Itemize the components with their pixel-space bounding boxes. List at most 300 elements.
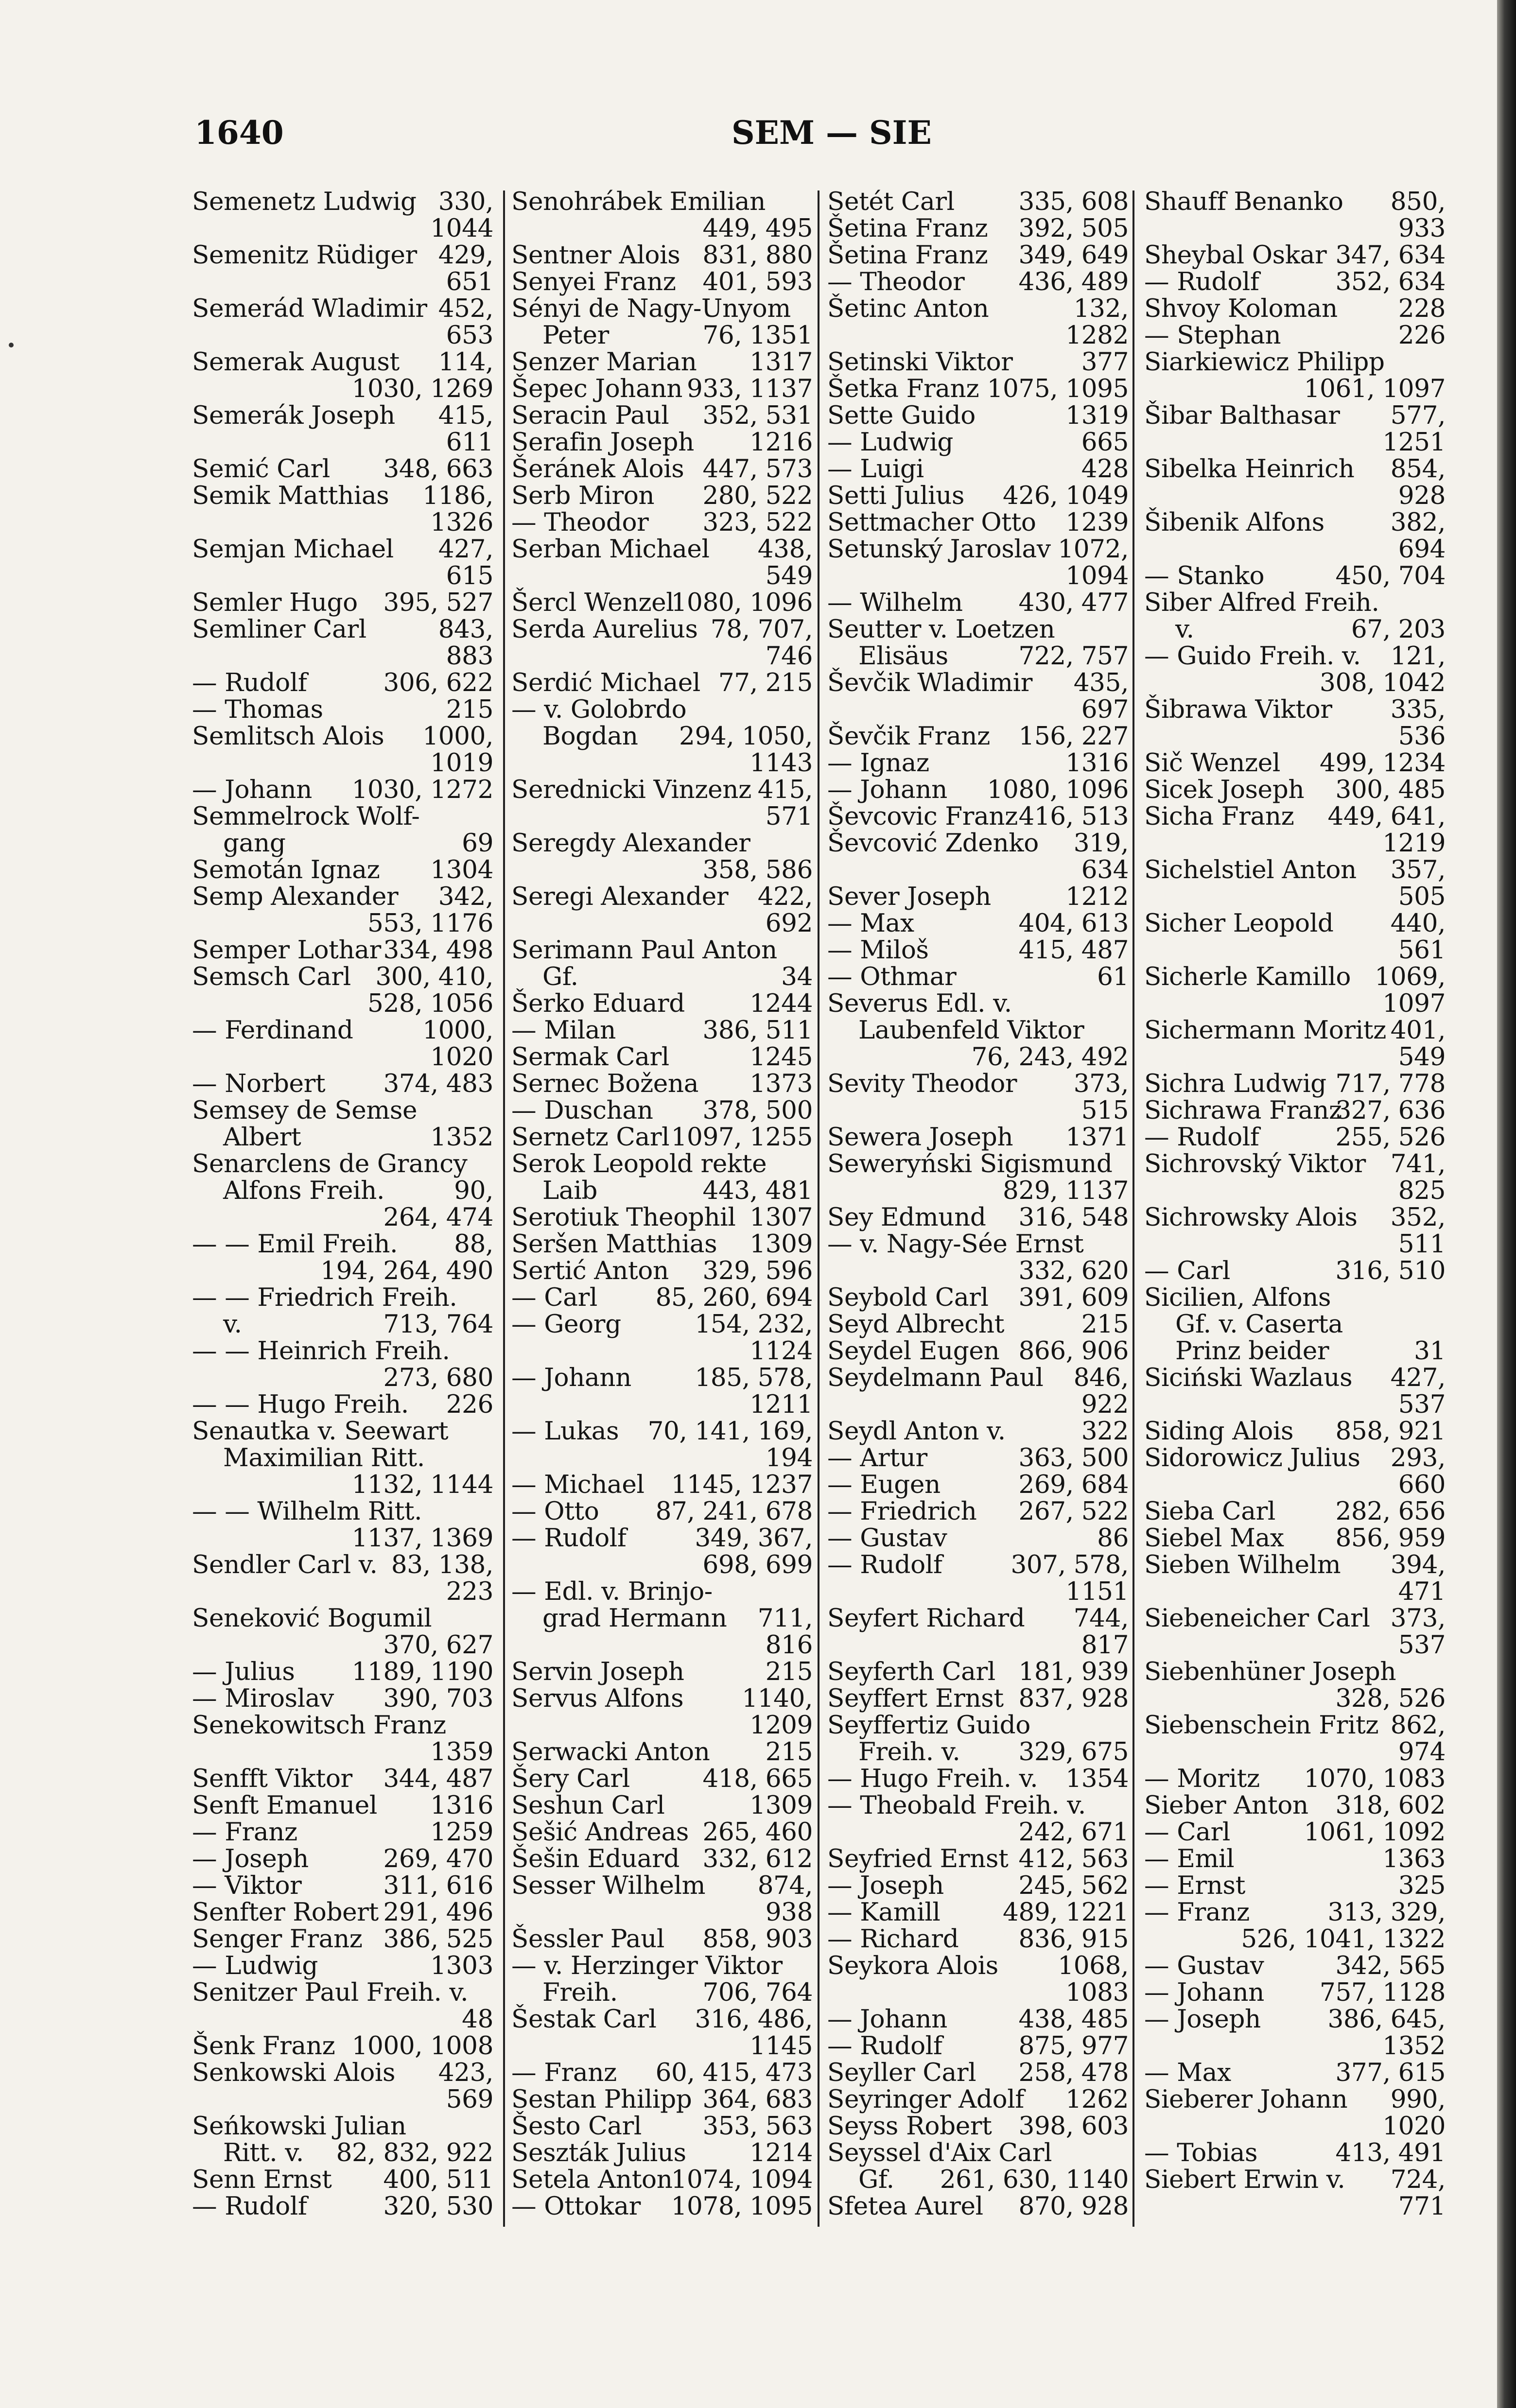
entry-name: — Emil bbox=[1144, 1844, 1235, 1873]
index-entry-line bbox=[511, 696, 813, 723]
entry-page-refs: 862, bbox=[1390, 1711, 1446, 1740]
index-entry-line bbox=[827, 1258, 1129, 1284]
index-entry-line bbox=[827, 777, 1129, 803]
index-entry-line bbox=[192, 1044, 493, 1071]
entry-name: — Franz bbox=[1144, 1898, 1250, 1927]
index-column-3 bbox=[827, 189, 1129, 2220]
index-entry-line bbox=[827, 803, 1129, 830]
entry-name: — Carl bbox=[1144, 1818, 1230, 1847]
index-entry-line bbox=[511, 1391, 813, 1418]
entry-name: Semerak August bbox=[192, 347, 400, 377]
entry-page-refs: 1132, 1144 bbox=[351, 1470, 493, 1499]
entry-page-refs: 933, 1137 bbox=[687, 374, 813, 403]
entry-page-refs: 332, 620 bbox=[1018, 1256, 1129, 1285]
entry-name: Šesto Carl bbox=[511, 2112, 642, 2141]
index-entry-line bbox=[511, 349, 813, 376]
entry-name: Senautka v. Seewart bbox=[192, 1417, 449, 1446]
index-entry-line bbox=[511, 2140, 813, 2166]
index-entry-line bbox=[192, 1578, 493, 1605]
entry-name: — Ignaz bbox=[827, 748, 929, 778]
entry-page-refs: 400, 511 bbox=[383, 2165, 493, 2194]
entry-name: Šetina Franz bbox=[827, 241, 988, 270]
index-entry-line bbox=[511, 1258, 813, 1284]
index-entry-line bbox=[511, 402, 813, 429]
entry-name: Sentner Alois bbox=[511, 241, 680, 270]
index-entry-line bbox=[192, 1953, 493, 1979]
entry-page-refs: 349, 367, bbox=[695, 1524, 813, 1553]
entry-page-refs: 1000, bbox=[422, 722, 493, 751]
entry-name: Sieben Wilhelm bbox=[1144, 1550, 1341, 1579]
entry-page-refs: 391, 609 bbox=[1018, 1283, 1129, 1312]
entry-name: — — Heinrich Freih. bbox=[192, 1336, 450, 1366]
entry-page-refs: 717, 778 bbox=[1335, 1069, 1446, 1098]
index-entry-line bbox=[827, 1872, 1129, 1899]
entry-name: Serban Michael bbox=[511, 535, 710, 564]
entry-page-refs: 242, 671 bbox=[1018, 1818, 1129, 1847]
index-entry-line bbox=[511, 1712, 813, 1739]
entry-name: Seyffert Ernst bbox=[827, 1684, 1004, 1713]
entry-name: Seszták Julius bbox=[511, 2138, 686, 2167]
entry-name: — Miloš bbox=[827, 935, 929, 965]
index-entry-line bbox=[1144, 2113, 1446, 2140]
entry-name: Šeránek Alois bbox=[511, 454, 684, 484]
entry-name: — Rudolf bbox=[827, 1550, 942, 1579]
index-entry-line bbox=[827, 349, 1129, 376]
index-entry-line bbox=[827, 1685, 1129, 1712]
index-entry-line bbox=[1144, 1391, 1446, 1418]
index-entry-line bbox=[192, 269, 493, 295]
entry-page-refs: 194, 264, 490 bbox=[320, 1256, 493, 1285]
entry-name: Semper Lothar bbox=[192, 935, 381, 965]
entry-name: Sestan Philipp bbox=[511, 2085, 692, 2114]
entry-name: Siebenschein Fritz bbox=[1144, 1711, 1379, 1740]
index-entry-line bbox=[511, 189, 813, 215]
index-entry-line bbox=[827, 1792, 1129, 1819]
entry-page-refs: 933 bbox=[1398, 214, 1446, 243]
index-entry-line bbox=[192, 376, 493, 402]
index-entry-line bbox=[192, 536, 493, 563]
index-entry-line bbox=[1144, 910, 1446, 937]
entry-page-refs: 308, 1042 bbox=[1320, 668, 1446, 697]
entry-name: Seneković Bogumil bbox=[192, 1604, 432, 1633]
entry-page-refs: 86 bbox=[1097, 1524, 1129, 1553]
entry-name: — Hugo Freih. v. bbox=[827, 1764, 1038, 1793]
entry-name: Semliner Carl bbox=[192, 615, 366, 644]
index-entry-line bbox=[827, 643, 1129, 670]
entry-name: Seńkowski Julian bbox=[192, 2112, 406, 2141]
entry-name: — Norbert bbox=[192, 1069, 326, 1098]
index-entry-line bbox=[511, 643, 813, 670]
entry-page-refs: 447, 573 bbox=[702, 454, 813, 484]
index-entry-line bbox=[192, 1017, 493, 1044]
entry-name: — Ernst bbox=[1144, 1871, 1245, 1900]
index-entry-line bbox=[1144, 1017, 1446, 1044]
index-entry-line bbox=[1144, 616, 1446, 643]
index-entry-line bbox=[827, 483, 1129, 509]
index-entry-line bbox=[192, 1552, 493, 1578]
page-number: 1640 bbox=[194, 114, 284, 152]
entry-name: Šery Carl bbox=[511, 1764, 630, 1793]
entry-page-refs: 1097, 1255 bbox=[671, 1123, 813, 1152]
entry-name: — Johann bbox=[1144, 1978, 1264, 2007]
entry-page-refs: 245, 562 bbox=[1018, 1871, 1129, 1900]
entry-page-refs: 771 bbox=[1398, 2192, 1446, 2220]
entry-page-refs: 332, 612 bbox=[702, 1844, 813, 1873]
entry-name: — Tobias bbox=[1144, 2138, 1258, 2167]
entry-page-refs: 1326 bbox=[430, 508, 493, 537]
entry-name: Siber Alfred Freih. bbox=[1144, 588, 1379, 617]
index-entry-line bbox=[511, 884, 813, 910]
index-entry-line bbox=[827, 964, 1129, 990]
entry-name: Serb Miron bbox=[511, 481, 655, 510]
entry-page-refs: 874, bbox=[757, 1871, 813, 1900]
index-entry-line bbox=[511, 990, 813, 1017]
entry-page-refs: 377, 615 bbox=[1335, 2058, 1446, 2087]
entry-page-refs: 536 bbox=[1398, 722, 1446, 751]
index-entry-line bbox=[827, 1097, 1129, 1124]
entry-page-refs: 264, 474 bbox=[383, 1203, 493, 1232]
index-entry-line bbox=[192, 1204, 493, 1231]
entry-page-refs: 744, bbox=[1073, 1604, 1129, 1633]
index-entry-line bbox=[192, 2086, 493, 2113]
index-entry-line bbox=[827, 2033, 1129, 2060]
index-entry-line bbox=[1144, 2166, 1446, 2193]
index-entry-line bbox=[511, 777, 813, 803]
entry-page-refs: 311, 616 bbox=[383, 1871, 493, 1900]
index-entry-line bbox=[511, 830, 813, 857]
entry-page-refs: 1030, 1272 bbox=[351, 775, 493, 804]
index-entry-line bbox=[192, 884, 493, 910]
entry-page-refs: 88, bbox=[454, 1230, 493, 1259]
entry-page-refs: 990, bbox=[1390, 2085, 1446, 2114]
entry-name: — Artur bbox=[827, 1443, 927, 1473]
index-entry-line bbox=[1144, 1311, 1446, 1338]
index-entry-line bbox=[511, 1445, 813, 1472]
entry-name: Sette Guido bbox=[827, 401, 976, 430]
entry-name: Semić Carl bbox=[192, 454, 330, 484]
index-entry-line bbox=[827, 1819, 1129, 1846]
entry-page-refs: 850, bbox=[1390, 189, 1446, 216]
index-entry-line bbox=[511, 1124, 813, 1151]
entry-name: — Rudolf bbox=[192, 2192, 307, 2220]
entry-name: Setunský Jaroslav bbox=[827, 535, 1051, 564]
entry-page-refs: 415, bbox=[757, 775, 813, 804]
entry-name: Sever Joseph bbox=[827, 882, 991, 911]
entry-page-refs: 69 bbox=[462, 829, 493, 858]
entry-name: Šenk Franz bbox=[192, 2031, 335, 2061]
index-entry-line bbox=[511, 1151, 813, 1178]
entry-name: Šibenik Alfons bbox=[1144, 508, 1324, 537]
entry-page-refs: 373, bbox=[1073, 1069, 1129, 1098]
index-entry-line bbox=[827, 295, 1129, 322]
index-entry-line bbox=[827, 1311, 1129, 1338]
entry-page-refs: 1304 bbox=[430, 855, 493, 884]
index-entry-line bbox=[1144, 242, 1446, 269]
entry-name: Šetina Franz bbox=[827, 214, 988, 243]
entry-name: Sfetea Aurel bbox=[827, 2192, 983, 2220]
entry-page-refs: 1214 bbox=[749, 2138, 813, 2167]
index-entry-line bbox=[511, 563, 813, 589]
entry-name: — v. Herzinger Viktor bbox=[511, 1951, 783, 1980]
entry-page-refs: 404, 613 bbox=[1018, 909, 1129, 938]
entry-page-refs: 452, bbox=[438, 294, 493, 323]
entry-page-refs: 412, 563 bbox=[1018, 1844, 1129, 1873]
entry-page-refs: 1124 bbox=[749, 1336, 813, 1366]
index-entry-line bbox=[827, 696, 1129, 723]
index-entry-line bbox=[192, 349, 493, 376]
entry-page-refs: 416, 513 bbox=[1018, 802, 1129, 831]
entry-page-refs: 537 bbox=[1398, 1390, 1446, 1419]
entry-name: Serda Aurelius bbox=[511, 615, 698, 644]
index-entry-line bbox=[511, 1846, 813, 1872]
index-entry-line bbox=[1144, 509, 1446, 536]
index-entry-line bbox=[192, 2193, 493, 2220]
entry-page-refs: 836, 915 bbox=[1018, 1924, 1129, 1954]
entry-name: — Miroslav bbox=[192, 1684, 334, 1713]
entry-page-refs: 713, 764 bbox=[383, 1310, 493, 1339]
entry-name: Serednicki Vinzenz bbox=[511, 775, 751, 804]
index-entry-line bbox=[827, 1899, 1129, 1926]
index-entry-line bbox=[1144, 1258, 1446, 1284]
index-column-1 bbox=[192, 189, 493, 2220]
entry-page-refs: 757, 1128 bbox=[1320, 1978, 1446, 2007]
index-entry-line bbox=[1144, 189, 1446, 215]
index-entry-line bbox=[192, 402, 493, 429]
entry-name: Servin Joseph bbox=[511, 1657, 684, 1686]
entry-page-refs: 571 bbox=[765, 802, 813, 831]
entry-page-refs: 711, bbox=[757, 1604, 813, 1633]
index-entry-line bbox=[511, 1792, 813, 1819]
index-entry-line bbox=[1144, 643, 1446, 670]
index-entry-line bbox=[827, 269, 1129, 295]
entry-page-refs: 318, 602 bbox=[1335, 1791, 1446, 1820]
entry-name: Semenetz Ludwig bbox=[192, 189, 417, 216]
entry-page-refs: 273, 680 bbox=[383, 1363, 493, 1392]
index-entry-line bbox=[192, 964, 493, 990]
entry-name: Serok Leopold rekte bbox=[511, 1149, 767, 1178]
entry-page-refs: 261, 630, 1140 bbox=[940, 2165, 1129, 2194]
entry-page-refs: 228 bbox=[1398, 294, 1446, 323]
entry-page-refs: 1068, bbox=[1058, 1951, 1129, 1980]
index-entry-line bbox=[192, 1872, 493, 1899]
entry-page-refs: 401, 593 bbox=[702, 267, 813, 296]
entry-name: Seweryński Sigismund bbox=[827, 1149, 1113, 1178]
index-entry-line bbox=[1144, 1712, 1446, 1739]
entry-name: Seyfert Richard bbox=[827, 1604, 1025, 1633]
index-entry-line bbox=[511, 295, 813, 322]
entry-name: — Franz bbox=[192, 1818, 297, 1847]
entry-name: — Luigi bbox=[827, 454, 924, 484]
index-entry-line bbox=[827, 1231, 1129, 1258]
entry-name: — Eugen bbox=[827, 1470, 941, 1499]
index-entry-line bbox=[1144, 1418, 1446, 1445]
entry-name: Sichrowsky Alois bbox=[1144, 1203, 1358, 1232]
index-entry-line bbox=[1144, 1151, 1446, 1178]
entry-page-refs: 1352 bbox=[430, 1123, 493, 1152]
entry-name: Servus Alfons bbox=[511, 1684, 684, 1713]
entry-page-refs: 817 bbox=[1081, 1630, 1129, 1660]
index-entry-line bbox=[827, 1953, 1129, 1979]
entry-page-refs: 1080, 1096 bbox=[671, 588, 813, 617]
entry-name: Sieba Carl bbox=[1144, 1497, 1275, 1526]
entry-name: Senzer Marian bbox=[511, 347, 697, 377]
entry-page-refs: 846, bbox=[1073, 1363, 1129, 1392]
entry-page-refs: 816 bbox=[765, 1630, 813, 1660]
entry-name: — Rudolf bbox=[192, 668, 307, 697]
entry-name: Alfons Freih. bbox=[192, 1176, 384, 1205]
entry-page-refs: 364, 683 bbox=[702, 2085, 813, 2114]
entry-page-refs: 1316 bbox=[1065, 748, 1129, 778]
entry-page-refs: 428 bbox=[1081, 454, 1129, 484]
entry-name: Seregi Alexander bbox=[511, 882, 729, 911]
entry-page-refs: 1137, 1369 bbox=[351, 1524, 493, 1553]
entry-page-refs: 83, 138, bbox=[391, 1550, 493, 1579]
index-entry-line bbox=[1144, 2140, 1446, 2166]
entry-name: Seracin Paul bbox=[511, 401, 669, 430]
index-entry-line bbox=[1144, 429, 1446, 456]
index-entry-line bbox=[1144, 830, 1446, 857]
entry-page-refs: 395, 527 bbox=[383, 588, 493, 617]
entry-page-refs: 694 bbox=[1398, 535, 1446, 564]
entry-name: Seyss Robert bbox=[827, 2112, 992, 2141]
index-entry-line bbox=[1144, 1071, 1446, 1097]
entry-page-refs: 300, 485 bbox=[1335, 775, 1446, 804]
entry-page-refs: 1072, bbox=[1058, 535, 1129, 564]
index-entry-line bbox=[192, 1178, 493, 1204]
entry-page-refs: 438, bbox=[757, 535, 813, 564]
entry-page-refs: 1186, bbox=[422, 481, 493, 510]
index-entry-line bbox=[192, 2166, 493, 2193]
entry-page-refs: 1371 bbox=[1065, 1123, 1129, 1152]
entry-name: — Joseph bbox=[192, 1844, 309, 1873]
entry-name: — — Hugo Freih. bbox=[192, 1390, 409, 1419]
index-entry-line bbox=[511, 1525, 813, 1552]
entry-name: Peter bbox=[511, 321, 609, 350]
margin-speck bbox=[9, 343, 14, 347]
index-entry-line bbox=[827, 910, 1129, 937]
index-entry-line bbox=[827, 215, 1129, 242]
entry-name: Siebeneicher Carl bbox=[1144, 1604, 1370, 1633]
index-entry-line bbox=[511, 723, 813, 750]
entry-page-refs: 1075, 1095 bbox=[987, 374, 1129, 403]
index-entry-line bbox=[1144, 295, 1446, 322]
entry-name: Seyfried Ernst bbox=[827, 1844, 1009, 1873]
entry-page-refs: 320, 530 bbox=[383, 2192, 493, 2220]
entry-page-refs: 335, bbox=[1390, 695, 1446, 724]
entry-page-refs: 1030, 1269 bbox=[351, 374, 493, 403]
entry-page-refs: 843, bbox=[438, 615, 493, 644]
index-entry-line bbox=[511, 2193, 813, 2220]
index-entry-line bbox=[511, 1685, 813, 1712]
entry-page-refs: 870, 928 bbox=[1018, 2192, 1129, 2220]
entry-page-refs: 854, bbox=[1390, 454, 1446, 484]
entry-page-refs: 1373 bbox=[749, 1069, 813, 1098]
index-entry-line bbox=[827, 1204, 1129, 1231]
entry-name: — — Friedrich Freih. bbox=[192, 1283, 457, 1312]
index-entry-line bbox=[192, 1445, 493, 1472]
index-entry-line bbox=[1144, 964, 1446, 990]
entry-page-refs: 449, 495 bbox=[702, 214, 813, 243]
index-entry-line bbox=[1144, 1659, 1446, 1685]
index-entry-line bbox=[827, 670, 1129, 696]
column-rule bbox=[503, 191, 505, 2227]
index-entry-line bbox=[1144, 2086, 1446, 2113]
running-head: SEM — SIE bbox=[732, 114, 932, 152]
entry-name: Semmelrock Wolf- bbox=[192, 802, 420, 831]
index-entry-line bbox=[511, 1578, 813, 1605]
entry-page-refs: 1303 bbox=[430, 1951, 493, 1980]
index-entry-line bbox=[192, 1899, 493, 1926]
entry-page-refs: 370, 627 bbox=[383, 1630, 493, 1660]
entry-name: Sicha Franz bbox=[1144, 802, 1294, 831]
entry-name: Sič Wenzel bbox=[1144, 748, 1280, 778]
index-entry-line bbox=[192, 696, 493, 723]
index-entry-line bbox=[1144, 723, 1446, 750]
entry-page-refs: 76, 1351 bbox=[702, 321, 813, 350]
entry-name: — Rudolf bbox=[511, 1524, 627, 1553]
index-entry-line bbox=[511, 1766, 813, 1792]
entry-name: Seyssel d'Aix Carl bbox=[827, 2138, 1052, 2167]
index-entry-line bbox=[511, 215, 813, 242]
index-entry-line bbox=[511, 376, 813, 402]
index-entry-line bbox=[827, 1766, 1129, 1792]
entry-name: — Lukas bbox=[511, 1417, 619, 1446]
index-entry-line bbox=[192, 1739, 493, 1766]
entry-page-refs: 316, 486, bbox=[695, 2005, 813, 2034]
entry-name: Senft Emanuel bbox=[192, 1791, 377, 1820]
entry-name: Sesser Wilhelm bbox=[511, 1871, 706, 1900]
index-entry-line bbox=[511, 750, 813, 777]
entry-page-refs: 858, 903 bbox=[702, 1924, 813, 1954]
index-entry-line bbox=[511, 1284, 813, 1311]
index-entry-line bbox=[192, 1151, 493, 1178]
index-entry-line bbox=[192, 777, 493, 803]
entry-page-refs: 363, 500 bbox=[1018, 1443, 1129, 1473]
entry-name: — Rudolf bbox=[1144, 1123, 1259, 1152]
entry-name: grad Hermann bbox=[511, 1604, 727, 1633]
index-entry-line bbox=[511, 616, 813, 643]
entry-page-refs: 499, 1234 bbox=[1320, 748, 1446, 778]
entry-page-refs: 226 bbox=[446, 1390, 493, 1419]
index-entry-line bbox=[827, 563, 1129, 589]
entry-page-refs: 1020 bbox=[1382, 2112, 1446, 2141]
entry-name: Semenitz Rüdiger bbox=[192, 241, 417, 270]
index-entry-line bbox=[192, 1819, 493, 1846]
entry-name: Semp Alexander bbox=[192, 882, 399, 911]
index-entry-line bbox=[192, 616, 493, 643]
entry-name: — Gustav bbox=[1144, 1951, 1264, 1980]
entry-page-refs: 156, 227 bbox=[1018, 722, 1129, 751]
entry-page-refs: 374, 483 bbox=[383, 1069, 493, 1098]
entry-page-refs: 114, bbox=[438, 347, 493, 377]
entry-page-refs: 1000, 1008 bbox=[351, 2031, 493, 2061]
entry-page-refs: 352, 634 bbox=[1335, 267, 1446, 296]
entry-page-refs: 121, bbox=[1390, 641, 1446, 671]
entry-page-refs: 1083 bbox=[1065, 1978, 1129, 2007]
entry-page-refs: 352, 531 bbox=[702, 401, 813, 430]
entry-page-refs: 1097 bbox=[1382, 989, 1446, 1018]
entry-name: Siarkiewicz Philipp bbox=[1144, 347, 1385, 377]
entry-page-refs: 392, 505 bbox=[1018, 214, 1129, 243]
index-entry-line bbox=[192, 1792, 493, 1819]
entry-name: Šepec Johann bbox=[511, 374, 683, 403]
entry-name: — Max bbox=[827, 909, 914, 938]
entry-name: Semsey de Semse bbox=[192, 1096, 418, 1125]
index-entry-line bbox=[1144, 1204, 1446, 1231]
index-entry-line bbox=[1144, 1365, 1446, 1391]
entry-page-refs: 450, 704 bbox=[1335, 561, 1446, 590]
entry-page-refs: 553, 1176 bbox=[367, 909, 493, 938]
